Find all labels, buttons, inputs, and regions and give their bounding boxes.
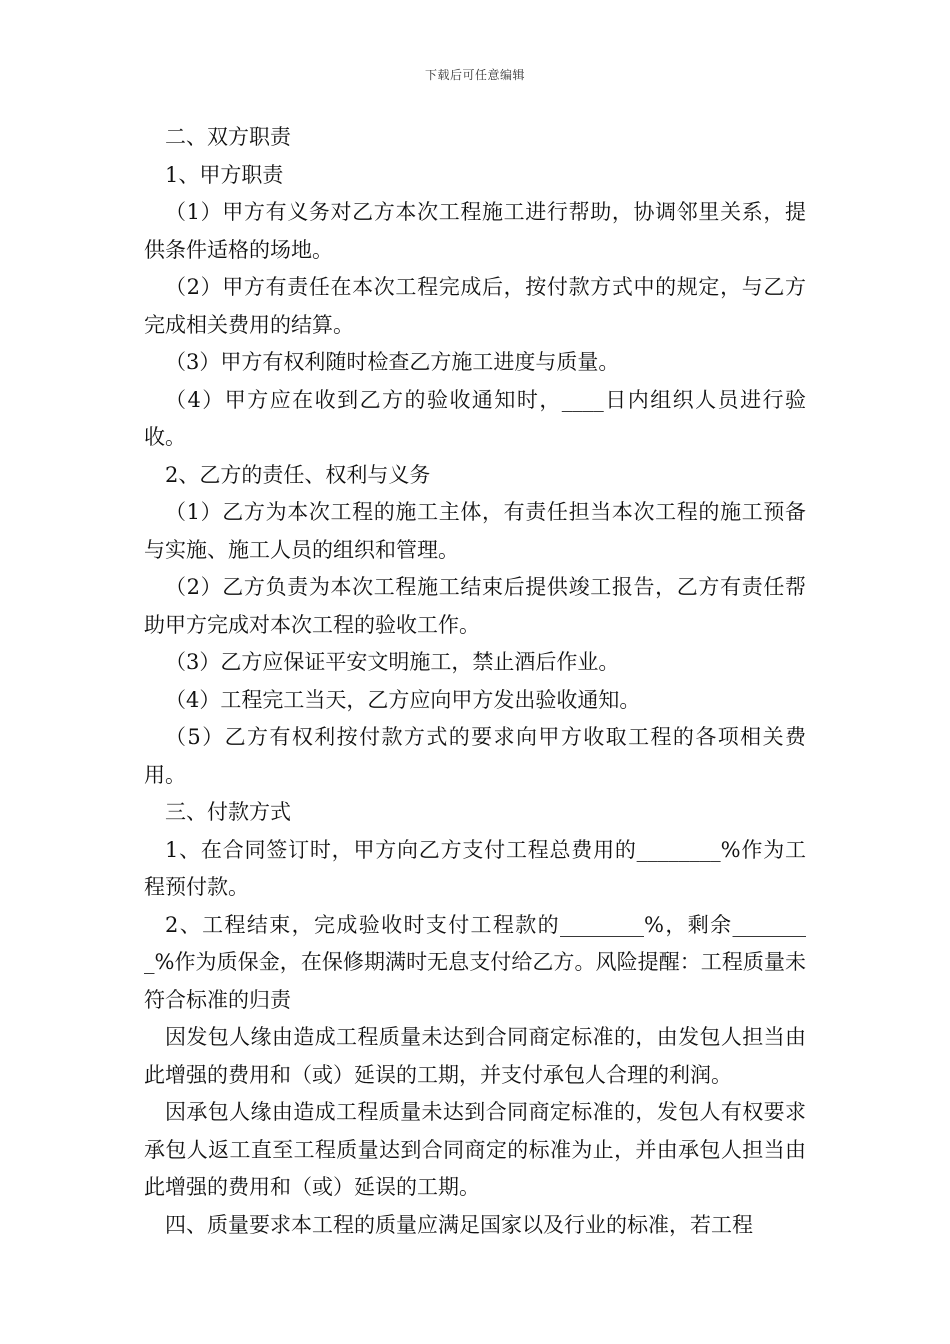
clause-party-a-3: （3）甲方有权利随时检查乙方施工进度与质量。 [165, 350, 620, 374]
clause-payment-2: 2、工程结束，完成验收时支付工程款的________%，剩余________%作为质保金，在保修期满时无息支付给乙方。风险提醒：工程质量未符合标准的归责 [144, 912, 806, 1012]
clause-party-b-3: （3）乙方应保证平安文明施工，禁止酒后作业。 [165, 650, 620, 674]
clause-party-b-5: （5）乙方有权利按付款方式的要求向甲方收取工程的各项相关费用。 [144, 725, 806, 787]
subsection-heading-party-a: 1、甲方职责 [165, 162, 284, 187]
page-header: 下载后可任意编辑 [424, 68, 525, 82]
clause-party-a-1: （1）甲方有义务对乙方本次工程施工进行帮助，协调邻里关系，提供条件适格的场地。 [144, 200, 806, 262]
document-body [144, 119, 806, 1244]
section-heading-responsibilities: 二、双方职责 [165, 125, 291, 149]
clause-party-b-2: （2）乙方负责为本次工程施工结束后提供竣工报告，乙方有责任帮助甲方完成对本次工程的验收工作。 [144, 575, 806, 637]
clause-payment-1: 1、在合同签订时，甲方向乙方支付工程总费用的________%作为工程预付款。 [144, 837, 806, 899]
clause-party-a-4: （4）甲方应在收到乙方的验收通知时，____日内组织人员进行验收。 [144, 387, 806, 449]
clause-party-b-4: （4）工程完工当天，乙方应向甲方发出验收通知。 [165, 687, 641, 712]
clause-employer-liability: 因发包人缘由造成工程质量未达到合同商定标准的，由发包人担当由此增强的费用和（或）延误的工期，并支付承包人合理的利润。 [144, 1025, 806, 1087]
clause-party-a-2: （2）甲方有责任在本次工程完成后，按付款方式中的规定，与乙方完成相关费用的结算。 [144, 275, 806, 337]
clause-party-b-1: （1）乙方为本次工程的施工主体，有责任担当本次工程的施工预备与实施、施工人员的组织和管理。 [144, 500, 806, 562]
section-heading-quality: 四、质量要求本工程的质量应满足国家以及行业的标准，若工程 [165, 1212, 753, 1237]
section-heading-payment: 三、付款方式 [165, 800, 291, 824]
subsection-heading-party-b: 2、乙方的责任、权利与义务 [165, 462, 431, 487]
clause-contractor-liability: 因承包人缘由造成工程质量未达到合同商定标准的，发包人有权要求承包人返工直至工程质量达到合同商定的标准为止，并由承包人担当由此增强的费用和（或）延误的工期。 [144, 1100, 806, 1199]
